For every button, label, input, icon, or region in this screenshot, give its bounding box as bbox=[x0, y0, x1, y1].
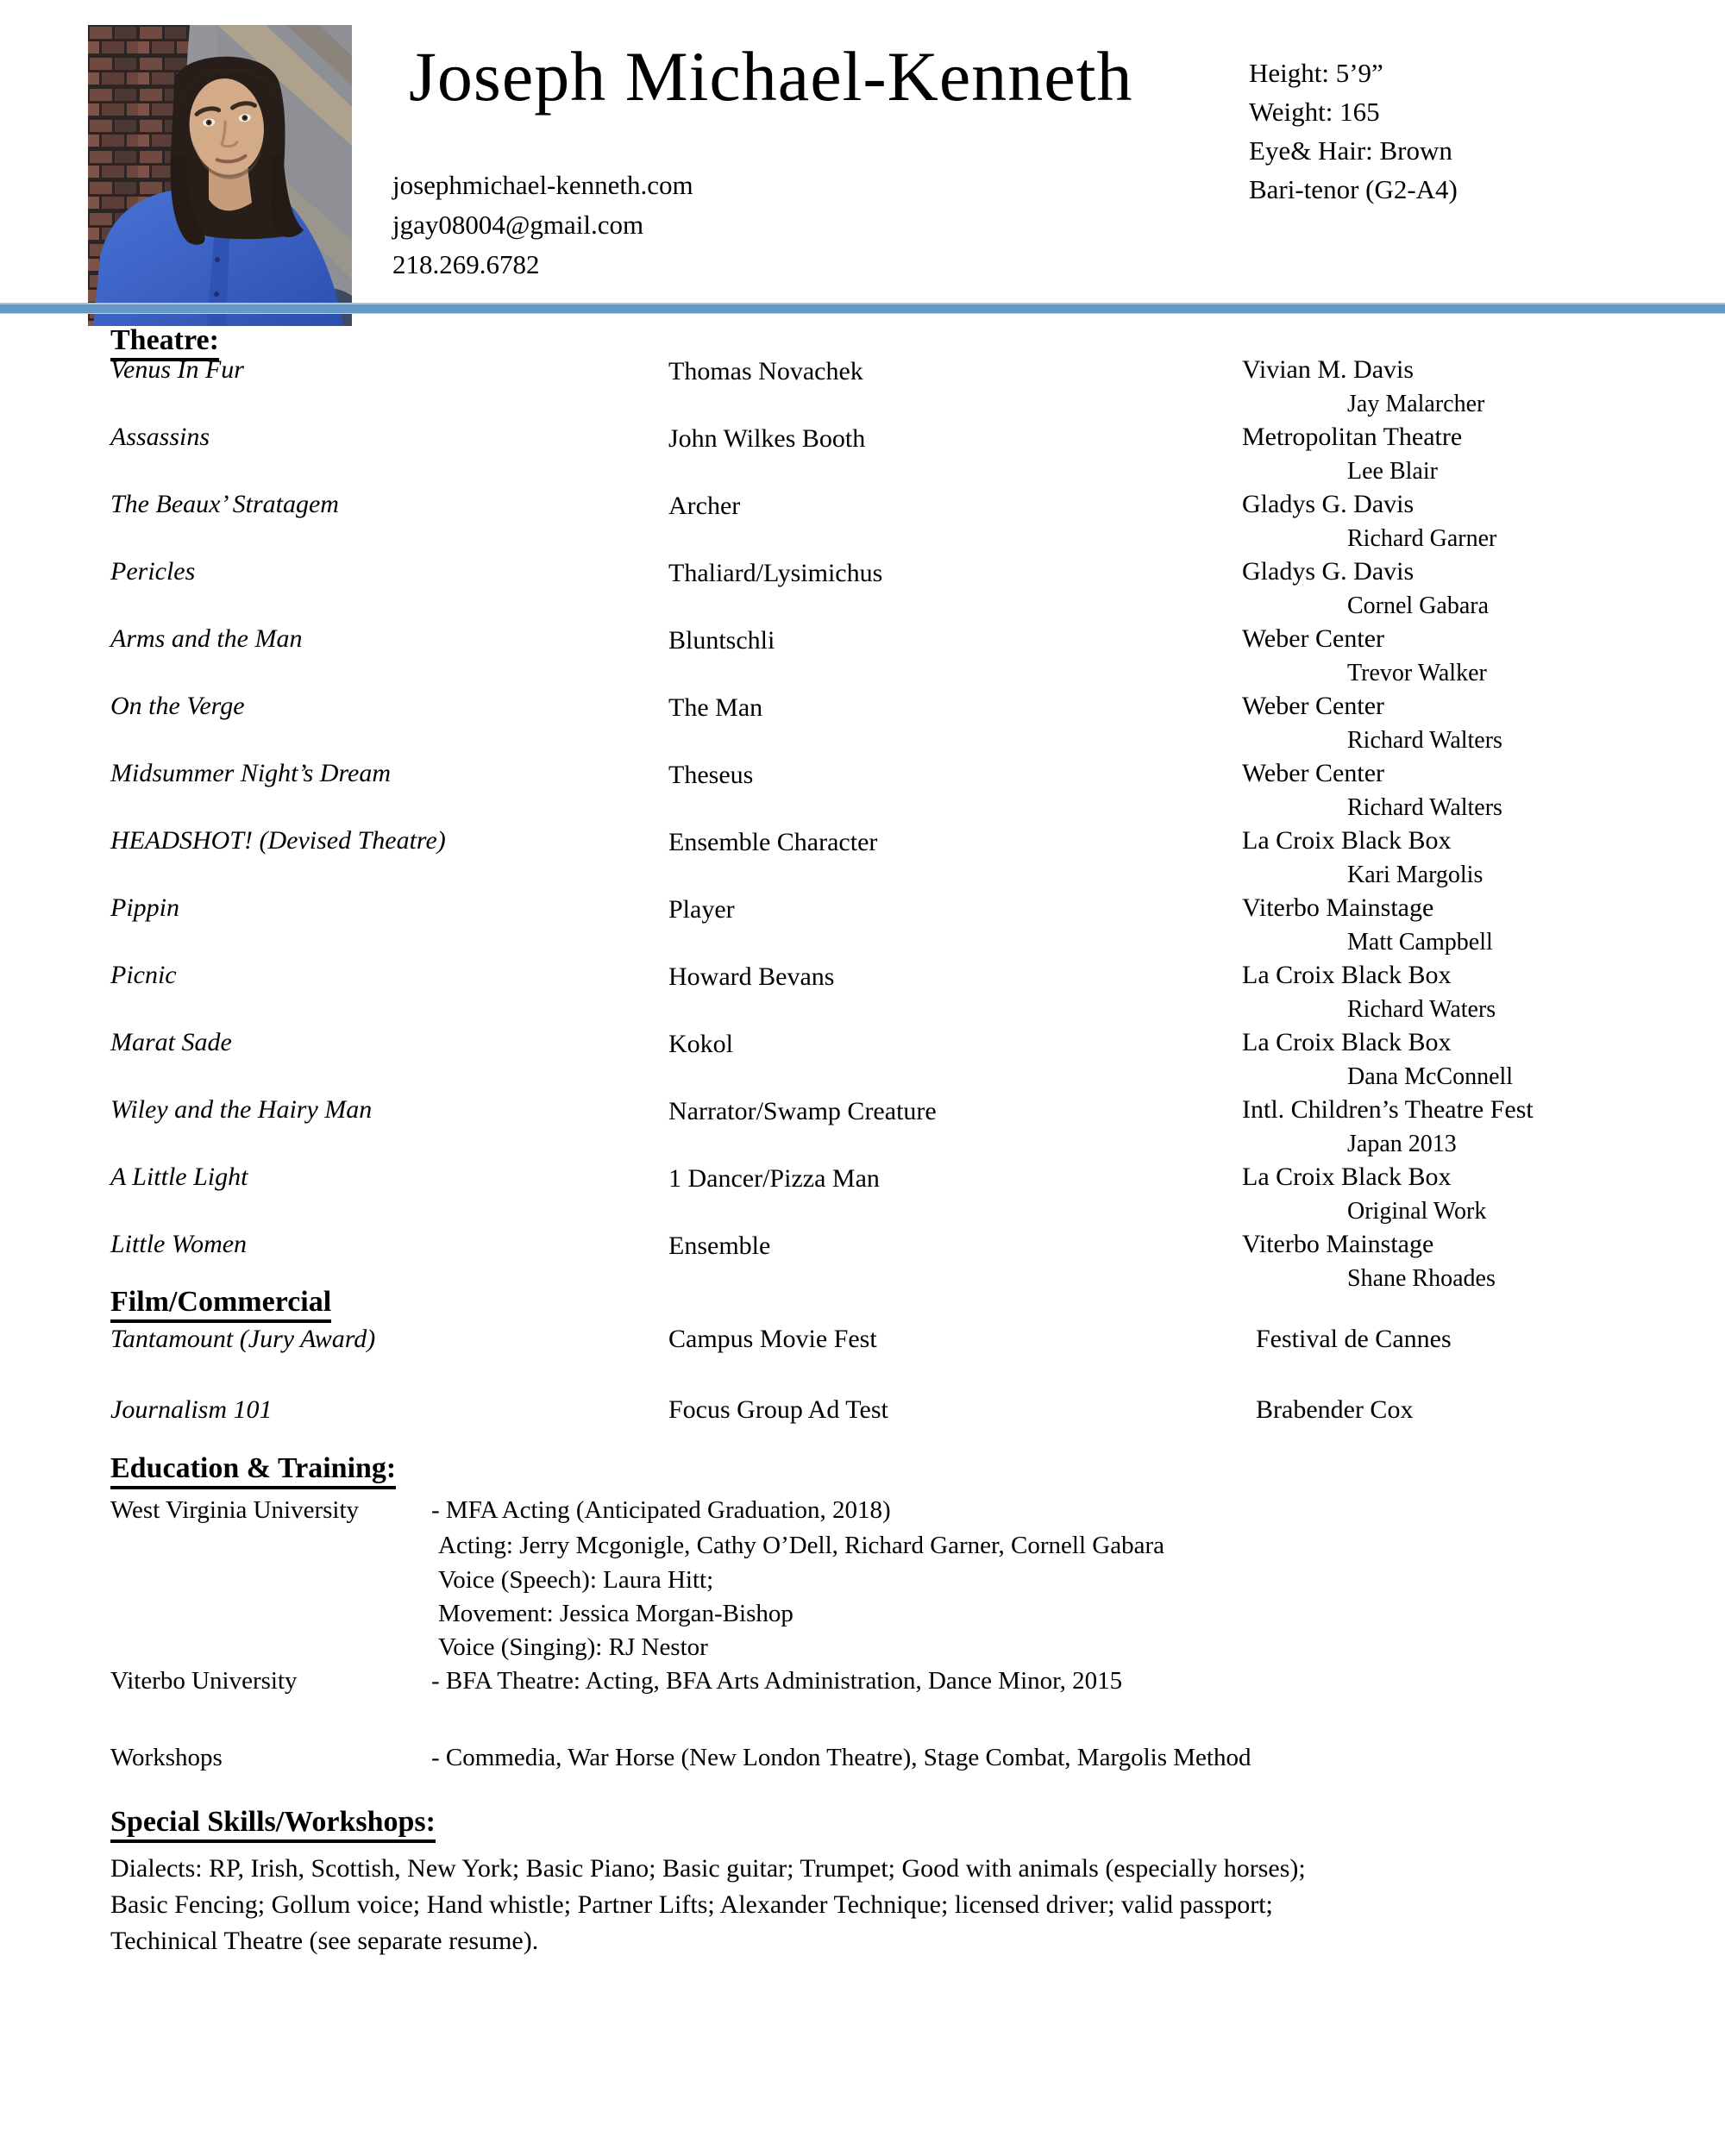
page-title-name: Joseph Michael-Kenneth bbox=[409, 37, 1133, 116]
education-label: Workshops bbox=[110, 1744, 223, 1771]
director: Jay Malarcher bbox=[1347, 391, 1485, 417]
venue: La Croix Black Box bbox=[1242, 1028, 1452, 1056]
role: Archer bbox=[668, 492, 741, 520]
venue: Vivian M. Davis bbox=[1242, 355, 1414, 384]
education-label: West Virginia University bbox=[110, 1496, 360, 1524]
stat-height: Height: 5’9” bbox=[1249, 58, 1383, 88]
venue: Viterbo Mainstage bbox=[1242, 893, 1434, 922]
director: Original Work bbox=[1347, 1198, 1487, 1225]
education-text: Voice (Speech): Laura Hitt; bbox=[438, 1566, 714, 1594]
skills-line: Techinical Theatre (see separate resume). bbox=[110, 1927, 539, 1955]
venue: Brabender Cox bbox=[1256, 1395, 1414, 1424]
show-title: Midsummer Night’s Dream bbox=[110, 759, 392, 787]
director: Richard Walters bbox=[1347, 727, 1502, 754]
section-heading-education: Education & Training: bbox=[110, 1452, 396, 1489]
section-heading-skills: Special Skills/Workshops: bbox=[110, 1806, 436, 1843]
show-title: Tantamount (Jury Award) bbox=[110, 1325, 376, 1353]
venue: Gladys G. Davis bbox=[1242, 490, 1414, 518]
role: Player bbox=[668, 895, 735, 924]
role: Bluntschli bbox=[668, 626, 775, 655]
education-label: Viterbo University bbox=[110, 1667, 298, 1695]
education-text: - Commedia, War Horse (New London Theatre), Stage Combat, Margolis Method bbox=[431, 1744, 1251, 1771]
director: Japan 2013 bbox=[1347, 1131, 1457, 1157]
role: John Wilkes Booth bbox=[668, 424, 866, 453]
show-title: Arms and the Man bbox=[110, 624, 303, 653]
director: Dana McConnell bbox=[1347, 1063, 1514, 1090]
role: The Man bbox=[668, 693, 763, 722]
section-heading-theatre: Theatre: bbox=[110, 324, 219, 361]
venue: La Croix Black Box bbox=[1242, 826, 1452, 855]
education-text: Voice (Singing): RJ Nestor bbox=[438, 1633, 708, 1661]
director: Richard Garner bbox=[1347, 525, 1497, 552]
show-title: Pippin bbox=[110, 893, 179, 922]
show-title: Picnic bbox=[110, 961, 177, 989]
education-text: Movement: Jessica Morgan-Bishop bbox=[438, 1600, 794, 1627]
venue: Viterbo Mainstage bbox=[1242, 1230, 1434, 1258]
director: Cornel Gabara bbox=[1347, 592, 1490, 619]
venue: Gladys G. Davis bbox=[1242, 557, 1414, 586]
show-title: Venus In Fur bbox=[110, 355, 244, 384]
venue: Metropolitan Theatre bbox=[1242, 423, 1463, 451]
role: Focus Group Ad Test bbox=[668, 1395, 888, 1424]
role: Kokol bbox=[668, 1030, 733, 1058]
education-text: Acting: Jerry Mcgonigle, Cathy O’Dell, Richard Garner, Cornell Gabara bbox=[438, 1532, 1164, 1559]
role: Howard Bevans bbox=[668, 962, 835, 991]
stat-voice-range: Bari-tenor (G2-A4) bbox=[1249, 174, 1458, 204]
skills-line: Dialects: RP, Irish, Scottish, New York; Basic Piano; Basic guitar; Trumpet; Good with animals (especially horses); bbox=[110, 1854, 1306, 1883]
role: Thaliard/Lysimichus bbox=[668, 559, 883, 587]
role: Narrator/Swamp Creature bbox=[668, 1097, 937, 1125]
director: Richard Waters bbox=[1347, 996, 1496, 1023]
venue: Weber Center bbox=[1242, 759, 1384, 787]
role: Ensemble bbox=[668, 1232, 771, 1260]
director: Shane Rhoades bbox=[1347, 1265, 1496, 1292]
contact-phone: 218.269.6782 bbox=[392, 249, 540, 279]
skills-line: Basic Fencing; Gollum voice; Hand whistle; Partner Lifts; Alexander Technique; licensed driver; valid passport; bbox=[110, 1890, 1273, 1919]
role: Campus Movie Fest bbox=[668, 1325, 877, 1353]
role: Thomas Novachek bbox=[668, 357, 863, 385]
show-title: Little Women bbox=[110, 1230, 248, 1258]
show-title: Assassins bbox=[110, 423, 210, 451]
venue: Intl. Children’s Theatre Fest bbox=[1242, 1095, 1534, 1124]
contact-website: josephmichael-kenneth.com bbox=[392, 170, 693, 200]
stat-eye-hair: Eye& Hair: Brown bbox=[1249, 135, 1452, 166]
education-text: - BFA Theatre: Acting, BFA Arts Administration, Dance Minor, 2015 bbox=[431, 1667, 1123, 1695]
show-title: Marat Sade bbox=[110, 1028, 232, 1056]
show-title: On the Verge bbox=[110, 692, 245, 720]
show-title: A Little Light bbox=[110, 1163, 248, 1191]
show-title: The Beaux’ Stratagem bbox=[110, 490, 339, 518]
venue: La Croix Black Box bbox=[1242, 1163, 1452, 1191]
director: Kari Margolis bbox=[1347, 862, 1484, 888]
show-title: Pericles bbox=[110, 557, 196, 586]
role: Theseus bbox=[668, 761, 754, 789]
contact-email: jgay08004@gmail.com bbox=[392, 210, 644, 240]
director: Lee Blair bbox=[1347, 458, 1438, 485]
director: Richard Walters bbox=[1347, 794, 1502, 821]
section-heading-film: Film/Commercial bbox=[110, 1286, 331, 1323]
role: Ensemble Character bbox=[668, 828, 878, 856]
show-title: Journalism 101 bbox=[110, 1395, 273, 1424]
venue: La Croix Black Box bbox=[1242, 961, 1452, 989]
stat-weight: Weight: 165 bbox=[1249, 97, 1380, 127]
role: 1 Dancer/Pizza Man bbox=[668, 1164, 880, 1193]
show-title: Wiley and the Hairy Man bbox=[110, 1095, 373, 1124]
director: Matt Campbell bbox=[1347, 929, 1493, 956]
education-text: - MFA Acting (Anticipated Graduation, 2018) bbox=[431, 1496, 891, 1524]
venue: Festival de Cannes bbox=[1256, 1325, 1452, 1353]
show-title: HEADSHOT! (Devised Theatre) bbox=[110, 826, 446, 855]
venue: Weber Center bbox=[1242, 692, 1384, 720]
venue: Weber Center bbox=[1242, 624, 1384, 653]
director: Trevor Walker bbox=[1347, 660, 1487, 686]
header-divider-line bbox=[0, 303, 1725, 314]
